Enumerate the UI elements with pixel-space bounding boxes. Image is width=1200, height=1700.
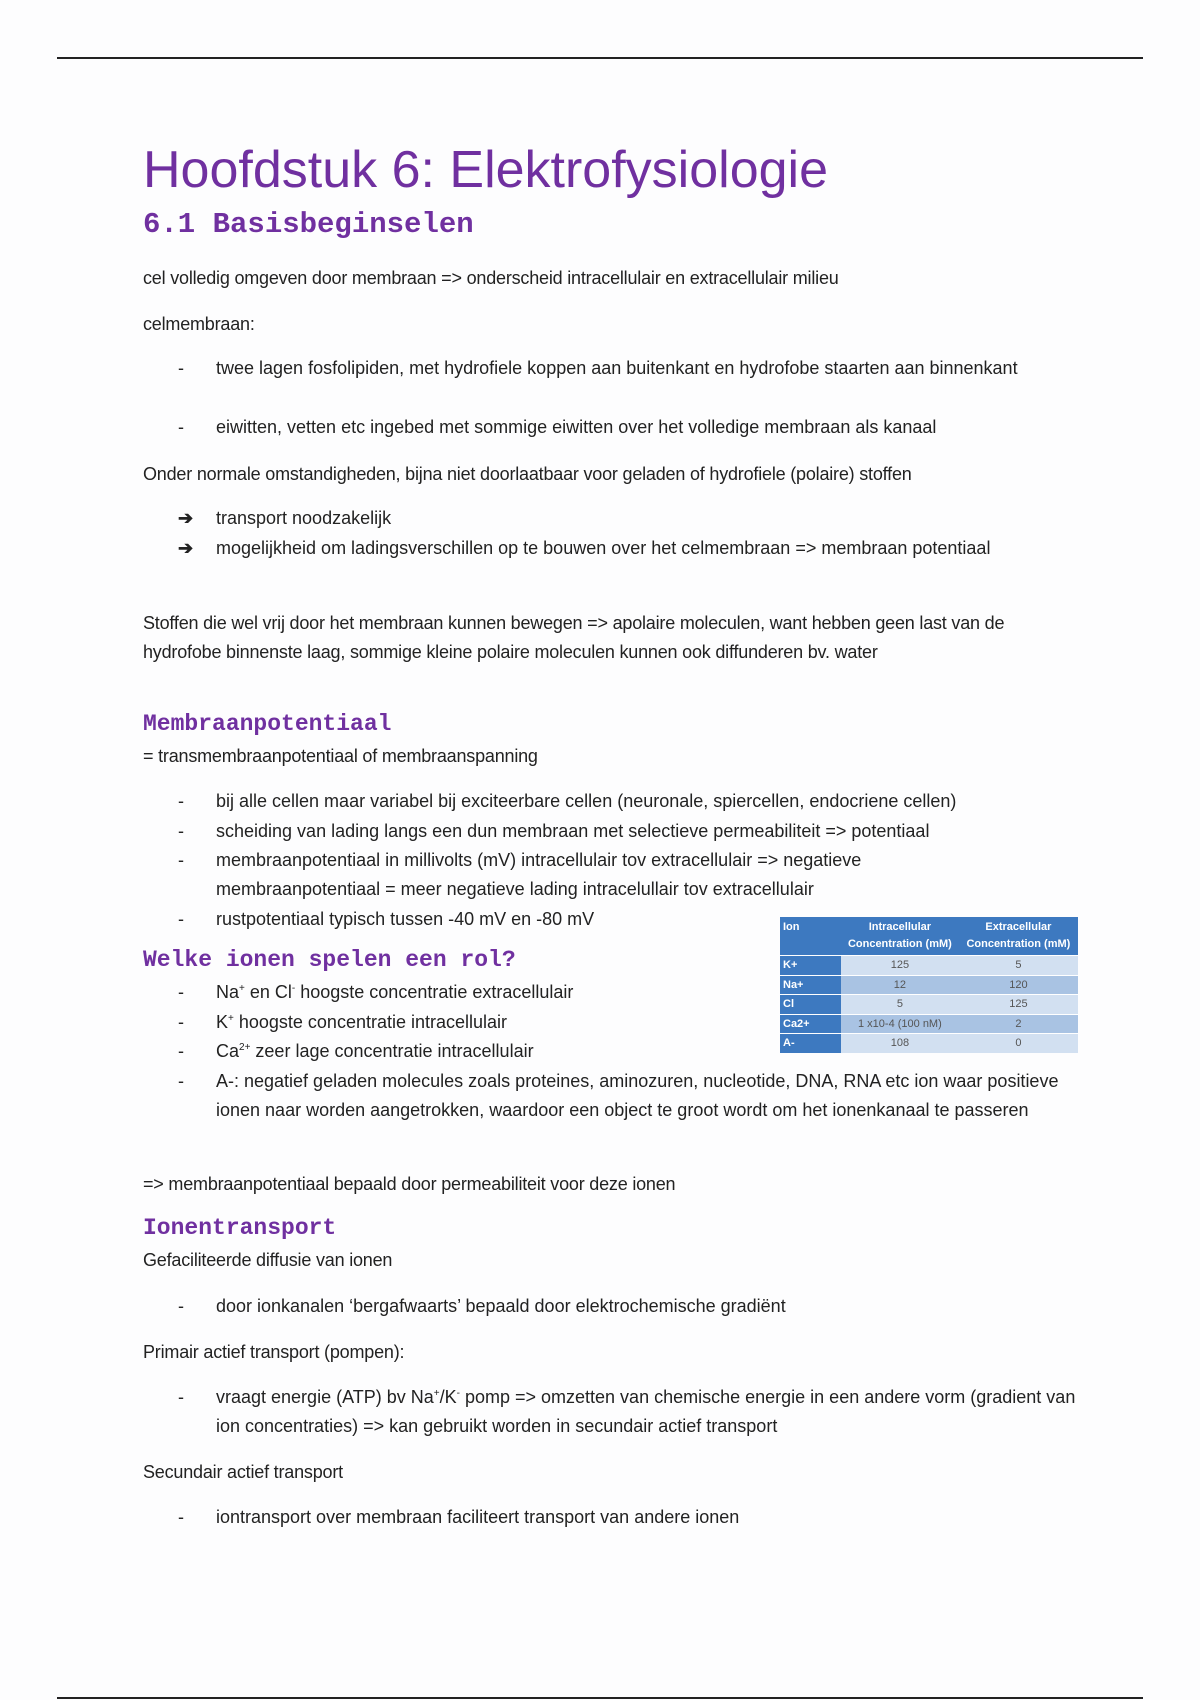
chapter-title: Hoofdstuk 6: Elektrofysiologie xyxy=(143,141,829,199)
list-item: - A-: negatief geladen molecules zoals proteines, aminozuren, nucleotide, DNA, RNA etc ion waar positieve ionen naar worden aangetrokken, waardoor een object te groot wordt om het ionenkanaal te passeren xyxy=(178,1071,1059,1120)
list-item: - rustpotentiaal typisch tussen -40 mV en -80 mV xyxy=(178,909,595,929)
paragraph: cel volledig omgeven door membraan => onderscheid intracellulair en extracellulair milieu xyxy=(143,268,839,288)
arrow-icon: ➔ xyxy=(178,538,194,558)
table-row: Na+ 12 120 xyxy=(780,975,1078,995)
paragraph: Stoffen die wel vrij door het membraan kunnen bewegen => apolaire moleculen, want hebben geen last van de hydrofobe binnenste laag, sommige kleine polaire moleculen kunnen ook diffunderen bv. water xyxy=(143,613,1005,662)
list-item: - membraanpotentiaal in millivolts (mV) intracellulair tov extracellulair => negatieve membraanpotentiaal = meer negatieve lading intracelullair tov extracellulair xyxy=(178,850,862,899)
arrow-item: ➔ transport noodzakelijk xyxy=(178,504,1056,533)
list-item: - iontransport over membraan faciliteert transport van andere ionen xyxy=(178,1507,740,1527)
section-heading: 6.1 Basisbeginselen xyxy=(143,208,474,241)
list-item: - scheiding van lading langs een dun membraan met selectieve permeabiliteit => potentiaal xyxy=(178,821,930,841)
list-item: - vraagt energie (ATP) bv Na+/K- pomp => omzetten van chemische energie in een andere vorm (gradient van ion concentraties) => kan gebruikt worden in secundair actief transport xyxy=(178,1387,1076,1436)
list-item: - door ionkanalen ‘bergafwaarts’ bepaald door elektrochemische gradiënt xyxy=(178,1296,786,1316)
list-item: - Na+ en Cl- hoogste concentratie extracellulair xyxy=(178,982,574,1002)
paragraph: Gefaciliteerde diffusie van ionen xyxy=(143,1250,393,1270)
table-row: Cl 5 125 xyxy=(780,995,1078,1015)
paragraph: Onder normale omstandigheden, bijna niet doorlaatbaar voor geladen of hydrofiele (polaire) stoffen xyxy=(143,464,912,484)
paragraph: Primair actief transport (pompen): xyxy=(143,1342,405,1362)
table-row: K+ 125 5 xyxy=(780,956,1078,976)
list-item: - $Ca^{2+}$ zeer lage concentratie intracellulair xyxy=(178,1041,534,1061)
ion-concentration-table xyxy=(780,917,1078,1053)
paragraph: celmembraan: xyxy=(143,314,255,334)
paragraph: => membraanpotentiaal bepaald door permeabiliteit voor deze ionen xyxy=(143,1174,676,1194)
list-item: - twee lagen fosfolipiden, met hydrofiele koppen aan buitenkant en hydrofobe staarten aan binnenkant xyxy=(178,358,1018,378)
table-header-row: Ion Intracellular Concentration (mM) Extracellular Concentration (mM) xyxy=(780,917,1078,956)
arrow-icon: ➔ xyxy=(178,508,194,528)
list-item: - eiwitten, vetten etc ingebed met sommige eiwitten over het volledige membraan als kanaal xyxy=(178,417,937,437)
subheading-membraanpotentiaal: Membraanpotentiaal xyxy=(143,711,392,737)
list-item: - bij alle cellen maar variabel bij exciteerbare cellen (neuronale, spiercellen, endocriene cellen) xyxy=(178,791,957,811)
table-row: Ca2+ 1 x10-4 (100 nM) 2 xyxy=(780,1014,1078,1034)
paragraph: = transmembraanpotentiaal of membraanspanning xyxy=(143,746,538,766)
subheading-ionentransport: Ionentransport xyxy=(143,1215,337,1241)
arrow-item: ➔ mogelijkheid om ladingsverschillen op te bouwen over het celmembraan => membraan potentiaal xyxy=(178,534,1016,563)
list-item: - K+ hoogste concentratie intracellulair xyxy=(178,1012,508,1032)
footer-rule xyxy=(57,1697,1143,1699)
paragraph: Secundair actief transport xyxy=(143,1462,343,1482)
table-row: A- 108 0 xyxy=(780,1034,1078,1053)
header-rule xyxy=(57,57,1143,59)
subheading-ionen: Welke ionen spelen een rol? xyxy=(143,947,516,973)
